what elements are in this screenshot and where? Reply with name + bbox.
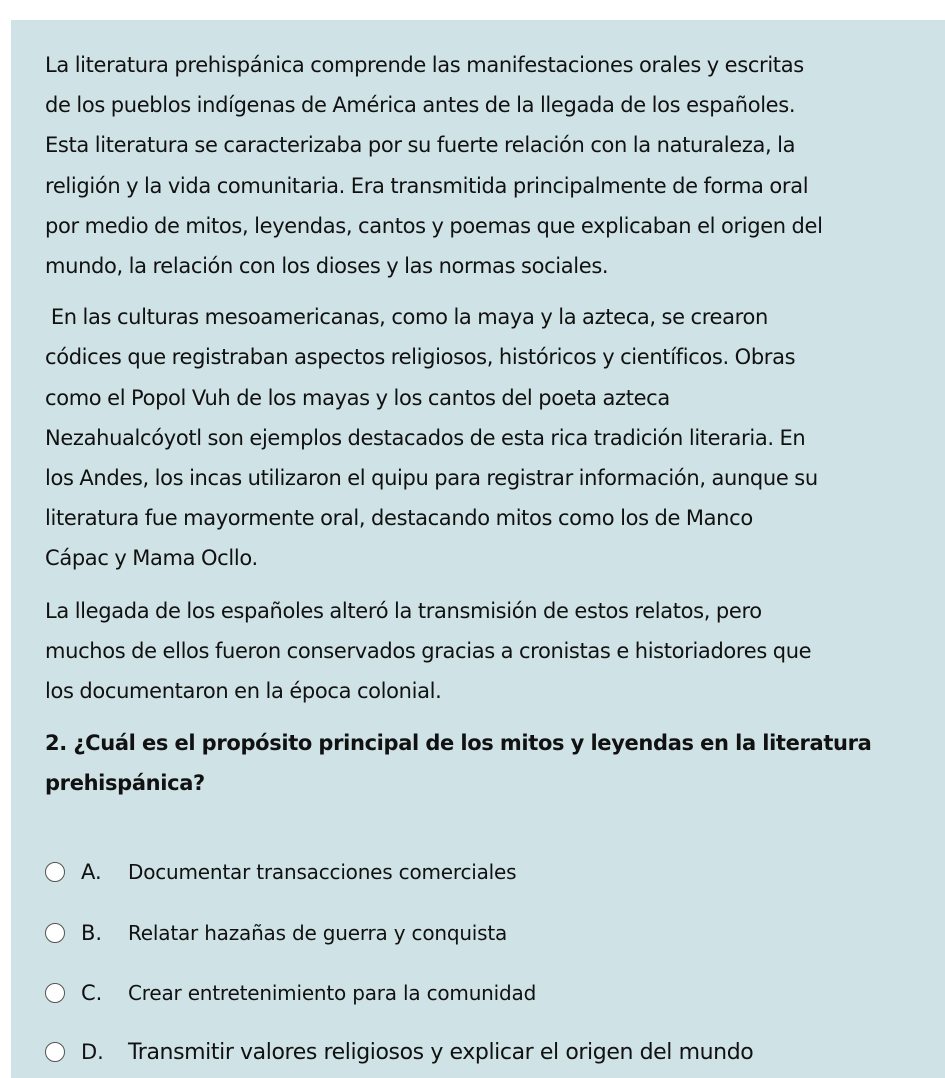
option-letter: D. xyxy=(81,1040,104,1064)
option-text: Relatar hazañas de guerra y conquista xyxy=(128,921,508,945)
paragraph-line: En las culturas mesoamericanas, como la maya y la azteca, se crearon xyxy=(45,305,768,330)
radio-button-icon[interactable] xyxy=(45,923,65,943)
option-c[interactable] xyxy=(45,976,536,1010)
question-text xyxy=(45,723,945,803)
question-line: 2. ¿Cuál es el propósito principal de los mitos y leyendas en la literatura xyxy=(45,731,872,756)
paragraph-line: literatura fue mayormente oral, destacando mitos como los de Manco xyxy=(45,506,753,531)
paragraph-line: de los pueblos indígenas de América antes de la llegada de los españoles. xyxy=(45,93,796,118)
paragraph-line: La literatura prehispánica comprende las manifestaciones orales y escritas xyxy=(45,53,804,77)
paragraph-line: por medio de mitos, leyendas, cantos y poemas que explicaban el origen del xyxy=(45,213,823,238)
paragraph-line: códices que registraban aspectos religiosos, históricos y científicos. Obras xyxy=(45,345,796,370)
paragraph-line: Cápac y Mama Ocllo. xyxy=(45,546,258,571)
option-text: Transmitir valores religiosos y explicar el origen del mundo xyxy=(128,1039,754,1065)
paragraph-line: La llegada de los españoles alteró la transmisión de estos relatos, pero xyxy=(45,598,762,623)
question-line: prehispánica? xyxy=(45,771,205,796)
paragraph-line: Esta literatura se caracterizaba por su fuerte relación con la naturaleza, la xyxy=(45,133,796,158)
paragraph-line: los Andes, los incas utilizaron el quipu para registrar información, aunque su xyxy=(45,466,818,491)
reading-paragraph-1 xyxy=(45,45,945,286)
option-a[interactable] xyxy=(45,855,516,889)
paragraph-line: los documentaron en la época colonial. xyxy=(45,679,442,704)
reading-paragraph-2 xyxy=(45,297,945,578)
radio-button-icon[interactable] xyxy=(45,1042,65,1062)
radio-button-icon[interactable] xyxy=(45,862,65,882)
option-d[interactable] xyxy=(45,1035,753,1069)
paragraph-line: Nezahualcóyotl son ejemplos destacados de esta rica tradición literaria. En xyxy=(45,425,806,450)
paragraph-line: religión y la vida comunitaria. Era transmitida principalmente de forma oral xyxy=(45,173,809,198)
reading-paragraph-3 xyxy=(45,591,945,712)
option-text: Documentar transacciones comerciales xyxy=(128,860,517,884)
option-letter: A. xyxy=(81,860,102,884)
option-letter: C. xyxy=(81,981,103,1005)
paragraph-line: muchos de ellos fueron conservados gracias a cronistas e historiadores que xyxy=(45,638,812,663)
option-letter: B. xyxy=(81,921,103,945)
option-text: Crear entretenimiento para la comunidad xyxy=(128,981,537,1005)
paragraph-line: como el Popol Vuh de los mayas y los cantos del poeta azteca xyxy=(45,385,670,410)
radio-button-icon[interactable] xyxy=(45,983,65,1003)
option-b[interactable] xyxy=(45,916,507,950)
paragraph-line: mundo, la relación con los dioses y las normas sociales. xyxy=(45,254,609,279)
